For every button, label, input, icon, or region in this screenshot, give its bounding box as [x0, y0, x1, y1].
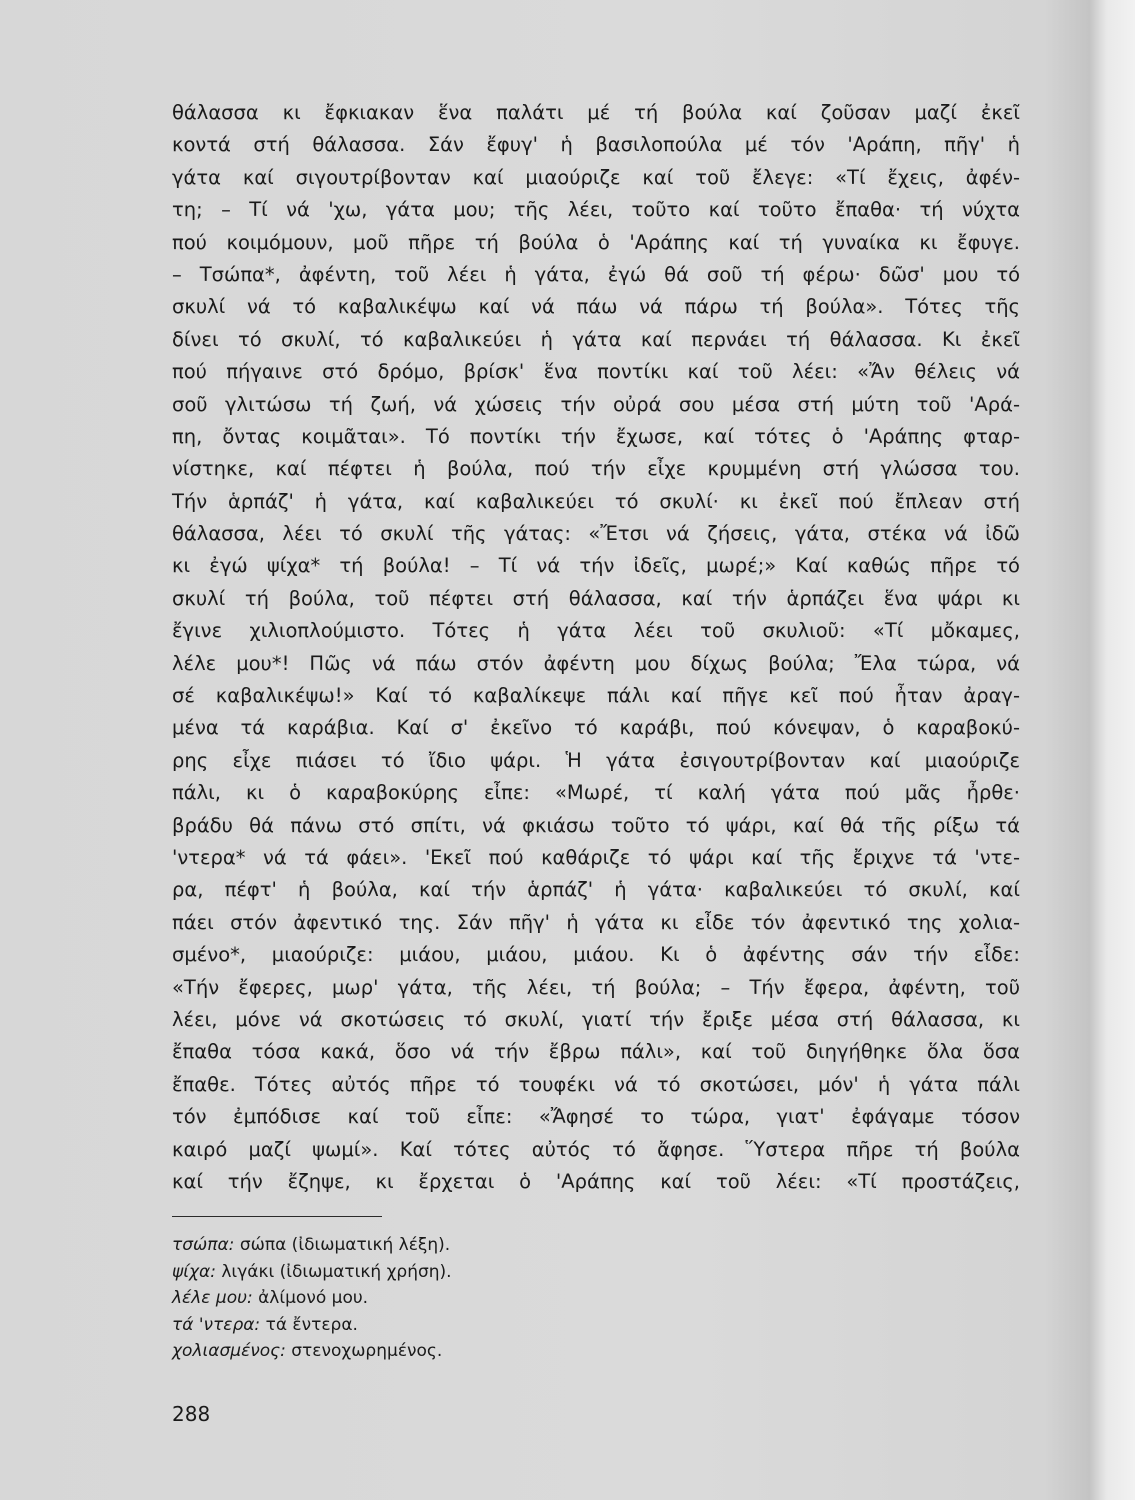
- text-line: λέλε μου*! Πῶς νά πάω στόν ἀφέντη μου δίχως βούλα; Ἔλα τώρα, νά: [172, 651, 1020, 675]
- footnote: [172, 1338, 872, 1365]
- text-line: δίνει τό σκυλί, τό καβαλικεύει ἡ γάτα καί περνάει τή θάλασσα. Κι ἐκεῖ: [172, 327, 1020, 351]
- text-line: τη; – Τί νά 'χω, γάτα μου; τῆς λέει, τοῦτο καί τοῦτο ἔπαθα· τή νύχτα: [172, 198, 1020, 222]
- footnote: [172, 1259, 872, 1286]
- text-line: σκυλί νά τό καβαλικέψω καί νά πάω νά πάρω τή βούλα». Τότες τῆς: [172, 295, 1020, 319]
- text-line: ἔπαθα τόσα κακά, ὅσο νά τήν ἔβρω πάλι», καί τοῦ διηγήθηκε ὅλα ὅσα: [172, 1040, 1020, 1064]
- text-line: ρης εἶχε πιάσει τό ἴδιο ψάρι. Ἡ γάτα ἐσιγουτρίβονταν καί μιαούριζε: [172, 748, 1020, 772]
- footnote-definition: στενοχωρημένος.: [291, 1341, 443, 1361]
- text-line: Τήν ἁρπάζ' ἡ γάτα, καί καβαλικεύει τό σκυλί· κι ἐκεῖ πού ἔπλεαν στή: [172, 489, 1020, 513]
- footnote-definition: ἀλίμονό μου.: [258, 1288, 369, 1308]
- text-line: 'ντερα* νά τά φάει». 'Εκεῖ πού καθάριζε τό ψάρι καί τῆς ἔριχνε τά 'ντε-: [172, 845, 1020, 869]
- text-line: πάει στόν ἀφεντικό της. Σάν πῆγ' ἡ γάτα κι εἶδε τόν ἀφεντικό της χολια-: [172, 910, 1020, 934]
- footnote-divider: [172, 1216, 382, 1217]
- text-line: πού κοιμόμουν, μοῦ πῆρε τή βούλα ὁ 'Αράπης καί τή γυναίκα κι ἔφυγε.: [172, 230, 1020, 254]
- text-line: σκυλί τή βούλα, τοῦ πέφτει στή θάλασσα, καί τήν ἁρπάζει ἕνα ψάρι κι: [172, 586, 1020, 610]
- text-line: πού πήγαινε στό δρόμο, βρίσκ' ἕνα ποντίκι καί τοῦ λέει: «Ἄν θέλεις νά: [172, 360, 1020, 384]
- footnote-term: χολιασμένος:: [172, 1341, 286, 1361]
- footnote-term: λέλε μου:: [172, 1288, 253, 1308]
- footnote: [172, 1285, 872, 1312]
- text-line: πάλι, κι ὁ καραβοκύρης εἶπε: «Μωρέ, τί καλή γάτα πού μᾶς ἦρθε·: [172, 781, 1020, 805]
- text-line: θάλασσα, λέει τό σκυλί τῆς γάτας: «Ἔτσι νά ζήσεις, γάτα, στέκα νά ἰδῶ: [172, 522, 1020, 546]
- page-number: 288: [172, 1402, 211, 1426]
- footnote: [172, 1312, 872, 1339]
- footnote-definition: τά ἔντερα.: [265, 1314, 358, 1335]
- text-line: νίστηκε, καί πέφτει ἡ βούλα, πού τήν εἶχε κρυμμένη στή γλώσσα του.: [172, 457, 1020, 481]
- footnotes: [172, 1232, 872, 1365]
- text-line: κοντά στή θάλασσα. Σάν ἔφυγ' ἡ βασιλοπούλα μέ τόν 'Αράπη, πῆγ' ἡ: [172, 133, 1020, 157]
- text-line: ἔπαθε. Τότες αὐτός πῆρε τό τουφέκι νά τό σκοτώσει, μόν' ἡ γάτα πάλι: [172, 1072, 1020, 1096]
- text-line: θάλασσα κι ἔφκιακαν ἕνα παλάτι μέ τή βούλα καί ζοῦσαν μαζί ἐκεῖ: [172, 101, 1020, 124]
- text-line: κι ἐγώ ψίχα* τή βούλα! – Τί νά τήν ἰδεῖς, μωρέ;» Καί καθώς πῆρε τό: [172, 554, 1020, 578]
- footnote-definition: σώπα (ἰδιωματική λέξη).: [239, 1235, 451, 1255]
- text-line: ἔγινε χιλιοπλούμιστο. Τότες ἡ γάτα λέει τοῦ σκυλιοῦ: «Τί μὄκαμες,: [172, 619, 1020, 643]
- text-line: τόν ἐμπόδισε καί τοῦ εἶπε: «Ἄφησέ το τώρα, γιατ' ἐφάγαμε τόσον: [172, 1105, 1020, 1129]
- text-line: βράδυ θά πάνω στό σπίτι, νά φκιάσω τοῦτο τό ψάρι, καί θά τῆς ρίξω τά: [172, 813, 1020, 837]
- text-line: σμένο*, μιαούριζε: μιάου, μιάου, μιάου. Κι ὁ ἀφέντης σάν τήν εἶδε:: [172, 943, 1020, 967]
- text-line: σοῦ γλιτώσω τή ζωή, νά χώσεις τήν οὐρά σου μέσα στή μύτη τοῦ 'Αρά-: [172, 392, 1020, 416]
- text-line: γάτα καί σιγουτρίβονταν καί μιαούριζε καί τοῦ ἔλεγε: «Τί ἔχεις, ἀφέν-: [172, 165, 1020, 189]
- text-line: πη, ὄντας κοιμᾶται». Τό ποντίκι τήν ἔχωσε, καί τότες ὁ 'Αράπης φταρ-: [172, 424, 1020, 448]
- text-line: «Τήν ἔφερες, μωρ' γάτα, τῆς λέει, τή βούλα; – Τήν ἔφερα, ἀφέντη, τοῦ: [172, 975, 1020, 999]
- text-line: καί τήν ἔζηψε, κι ἔρχεται ὁ 'Αράπης καί τοῦ λέει: «Τί προστάζεις,: [172, 1169, 1020, 1193]
- footnote-definition: λιγάκι (ἰδιωματική χρήση).: [221, 1261, 452, 1282]
- text-line: ρα, πέφτ' ἡ βούλα, καί τήν ἁρπάζ' ἡ γάτα· καβαλικεύει τό σκυλί, καί: [172, 878, 1020, 902]
- text-line: σέ καβαλικέψω!» Καί τό καβαλίκεψε πάλι καί πῆγε κεῖ πού ἦταν ἀραγ-: [172, 684, 1020, 708]
- text-line: μένα τά καράβια. Καί σ' ἐκεῖνο τό καράβι, πού κόνεψαν, ὁ καραβοκύ-: [172, 716, 1020, 740]
- footnote-term: τσώπα:: [172, 1235, 235, 1255]
- text-line: – Τσώπα*, ἀφέντη, τοῦ λέει ἡ γάτα, ἐγώ θά σοῦ τή φέρω· δῶσ' μου τό: [172, 262, 1020, 286]
- text-line: καιρό μαζί ψωμί». Καί τότες αὐτός τό ἄφησε. Ὕστερα πῆρε τή βούλα: [172, 1137, 1020, 1161]
- body-text: [172, 97, 1020, 1198]
- text-line: λέει, μόνε νά σκοτώσεις τό σκυλί, γιατί τήν ἔριξε μέσα στή θάλασσα, κι: [172, 1007, 1020, 1031]
- footnote-term: ψίχα:: [172, 1261, 216, 1282]
- footnote-term: τά 'ντερα:: [172, 1314, 261, 1335]
- footnote: [172, 1232, 872, 1259]
